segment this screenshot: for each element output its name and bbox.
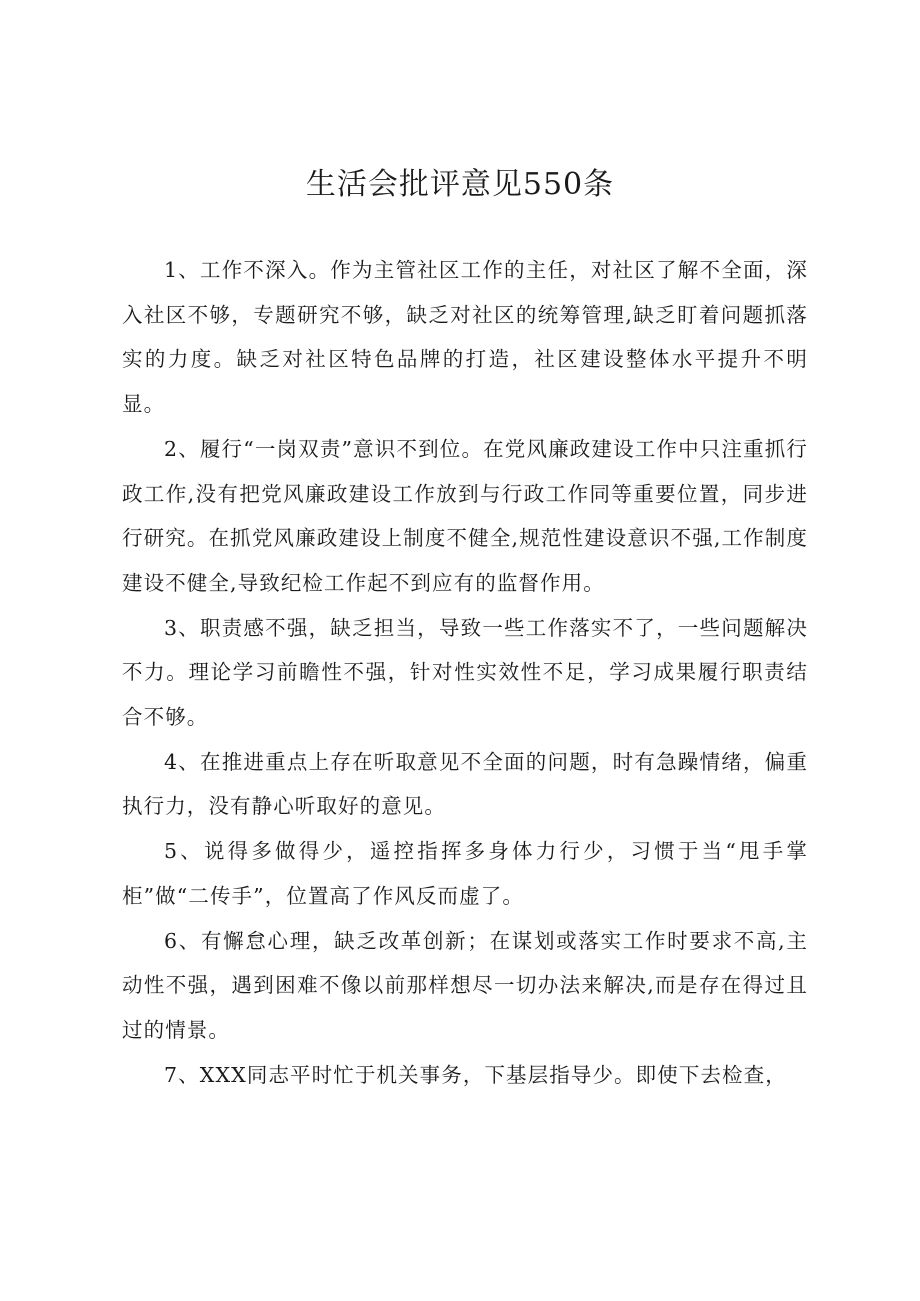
- paragraph-1: 1、工作不深入。作为主管社区工作的主任，对社区了解不全面，深入社区不够，专题研究不够，缺乏对社区的统筹管理,缺乏盯着问题抓落实的力度。缺乏对社区特色品牌的打造，社区建设整体水平提升不明显。: [122, 258, 808, 417]
- paragraph-2: 2、履行“一岗双责”意识不到位。在党风廉政建设工作中只注重抓行政工作,没有把党风廉政建设工作放到与行政工作同等重要位置，同步进行研究。在抓党风廉政建设上制度不健全,规范性建设意识不强,工作制度建设不健全,导致纪检工作起不到应有的监督作用。: [122, 436, 808, 595]
- document-body: [122, 248, 808, 1097]
- paragraph-5: 5、说得多做得少，遥控指挥多身体力行少，习惯于当“甩手掌柜”做“二传手”，位置高了作风反而虚了。: [122, 839, 808, 908]
- paragraph-3: 3、职责感不强，缺乏担当，导致一些工作落实不了，一些问题解决不力。理论学习前瞻性不强，针对性实效性不足，学习成果履行职责结合不够。: [122, 615, 808, 730]
- paragraph-4: 4、在推进重点上存在听取意见不全面的问题，时有急躁情绪，偏重执行力，没有静心听取好的意见。: [122, 749, 808, 819]
- document-title: 生活会批评意见550条: [305, 167, 615, 202]
- paragraph-7: 7、XXX同志平时忙于机关事务，下基层指导少。即使下去检查，: [164, 1062, 787, 1087]
- paragraph-6: 6、有懈怠心理，缺乏改革创新；在谋划或落实工作时要求不高,主动性不强，遇到困难不像以前那样想尽一切办法来解决,而是存在得过且过的情景。: [122, 928, 808, 1042]
